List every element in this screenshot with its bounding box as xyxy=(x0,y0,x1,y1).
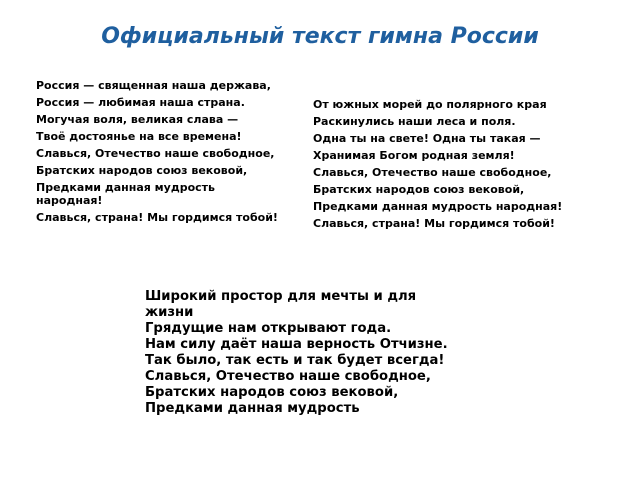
verse-3 xyxy=(145,289,455,417)
verse-line: Славься, Отечество наше свободное, xyxy=(313,166,552,179)
verse-line: Твоё достоянье на все времена! xyxy=(36,130,242,143)
verse-line: От южных морей до полярного края xyxy=(313,98,547,111)
verse-line: Россия — священная наша держава, xyxy=(36,79,271,92)
verse-line: Раскинулись наши леса и поля. xyxy=(313,115,516,128)
verse-line: Братских народов союз вековой, xyxy=(36,164,248,177)
verse-line: Могучая воля, великая слава — xyxy=(36,113,239,126)
verse-line: Хранимая Богом родная земля! xyxy=(313,149,515,162)
verse-line: Славься, страна! Мы гордимся тобой! xyxy=(36,211,278,224)
verse-line: Предками данная мудрость народная! xyxy=(313,200,563,213)
verse-line: Одна ты на свете! Одна ты такая — xyxy=(313,132,541,145)
verse-line: Грядущие нам открывают года. xyxy=(145,321,392,336)
verse-line: Предками данная мудрость народная! xyxy=(36,181,215,207)
verse-line: Братских народов союз вековой, xyxy=(313,183,525,196)
verse-line: Широкий простор для мечты и для жизни xyxy=(145,289,417,320)
verse-line: Предками данная мудрость xyxy=(145,401,360,416)
verse-line: Славься, Отечество наше свободное, xyxy=(36,147,275,160)
verse-line: Братских народов союз вековой, xyxy=(145,385,399,400)
page-title: Официальный текст гимна России xyxy=(101,24,539,49)
verse-line: Славься, страна! Мы гордимся тобой! xyxy=(313,217,555,230)
verse-line: Нам силу даёт наша верность Отчизне. xyxy=(145,337,448,352)
verse-line: Россия — любимая наша страна. xyxy=(36,96,245,109)
verse-1 xyxy=(36,79,281,228)
verse-line: Славься, Отечество наше свободное, xyxy=(145,369,431,384)
verse-2 xyxy=(313,98,598,234)
verse-line: Так было, так есть и так будет всегда! xyxy=(145,353,445,368)
